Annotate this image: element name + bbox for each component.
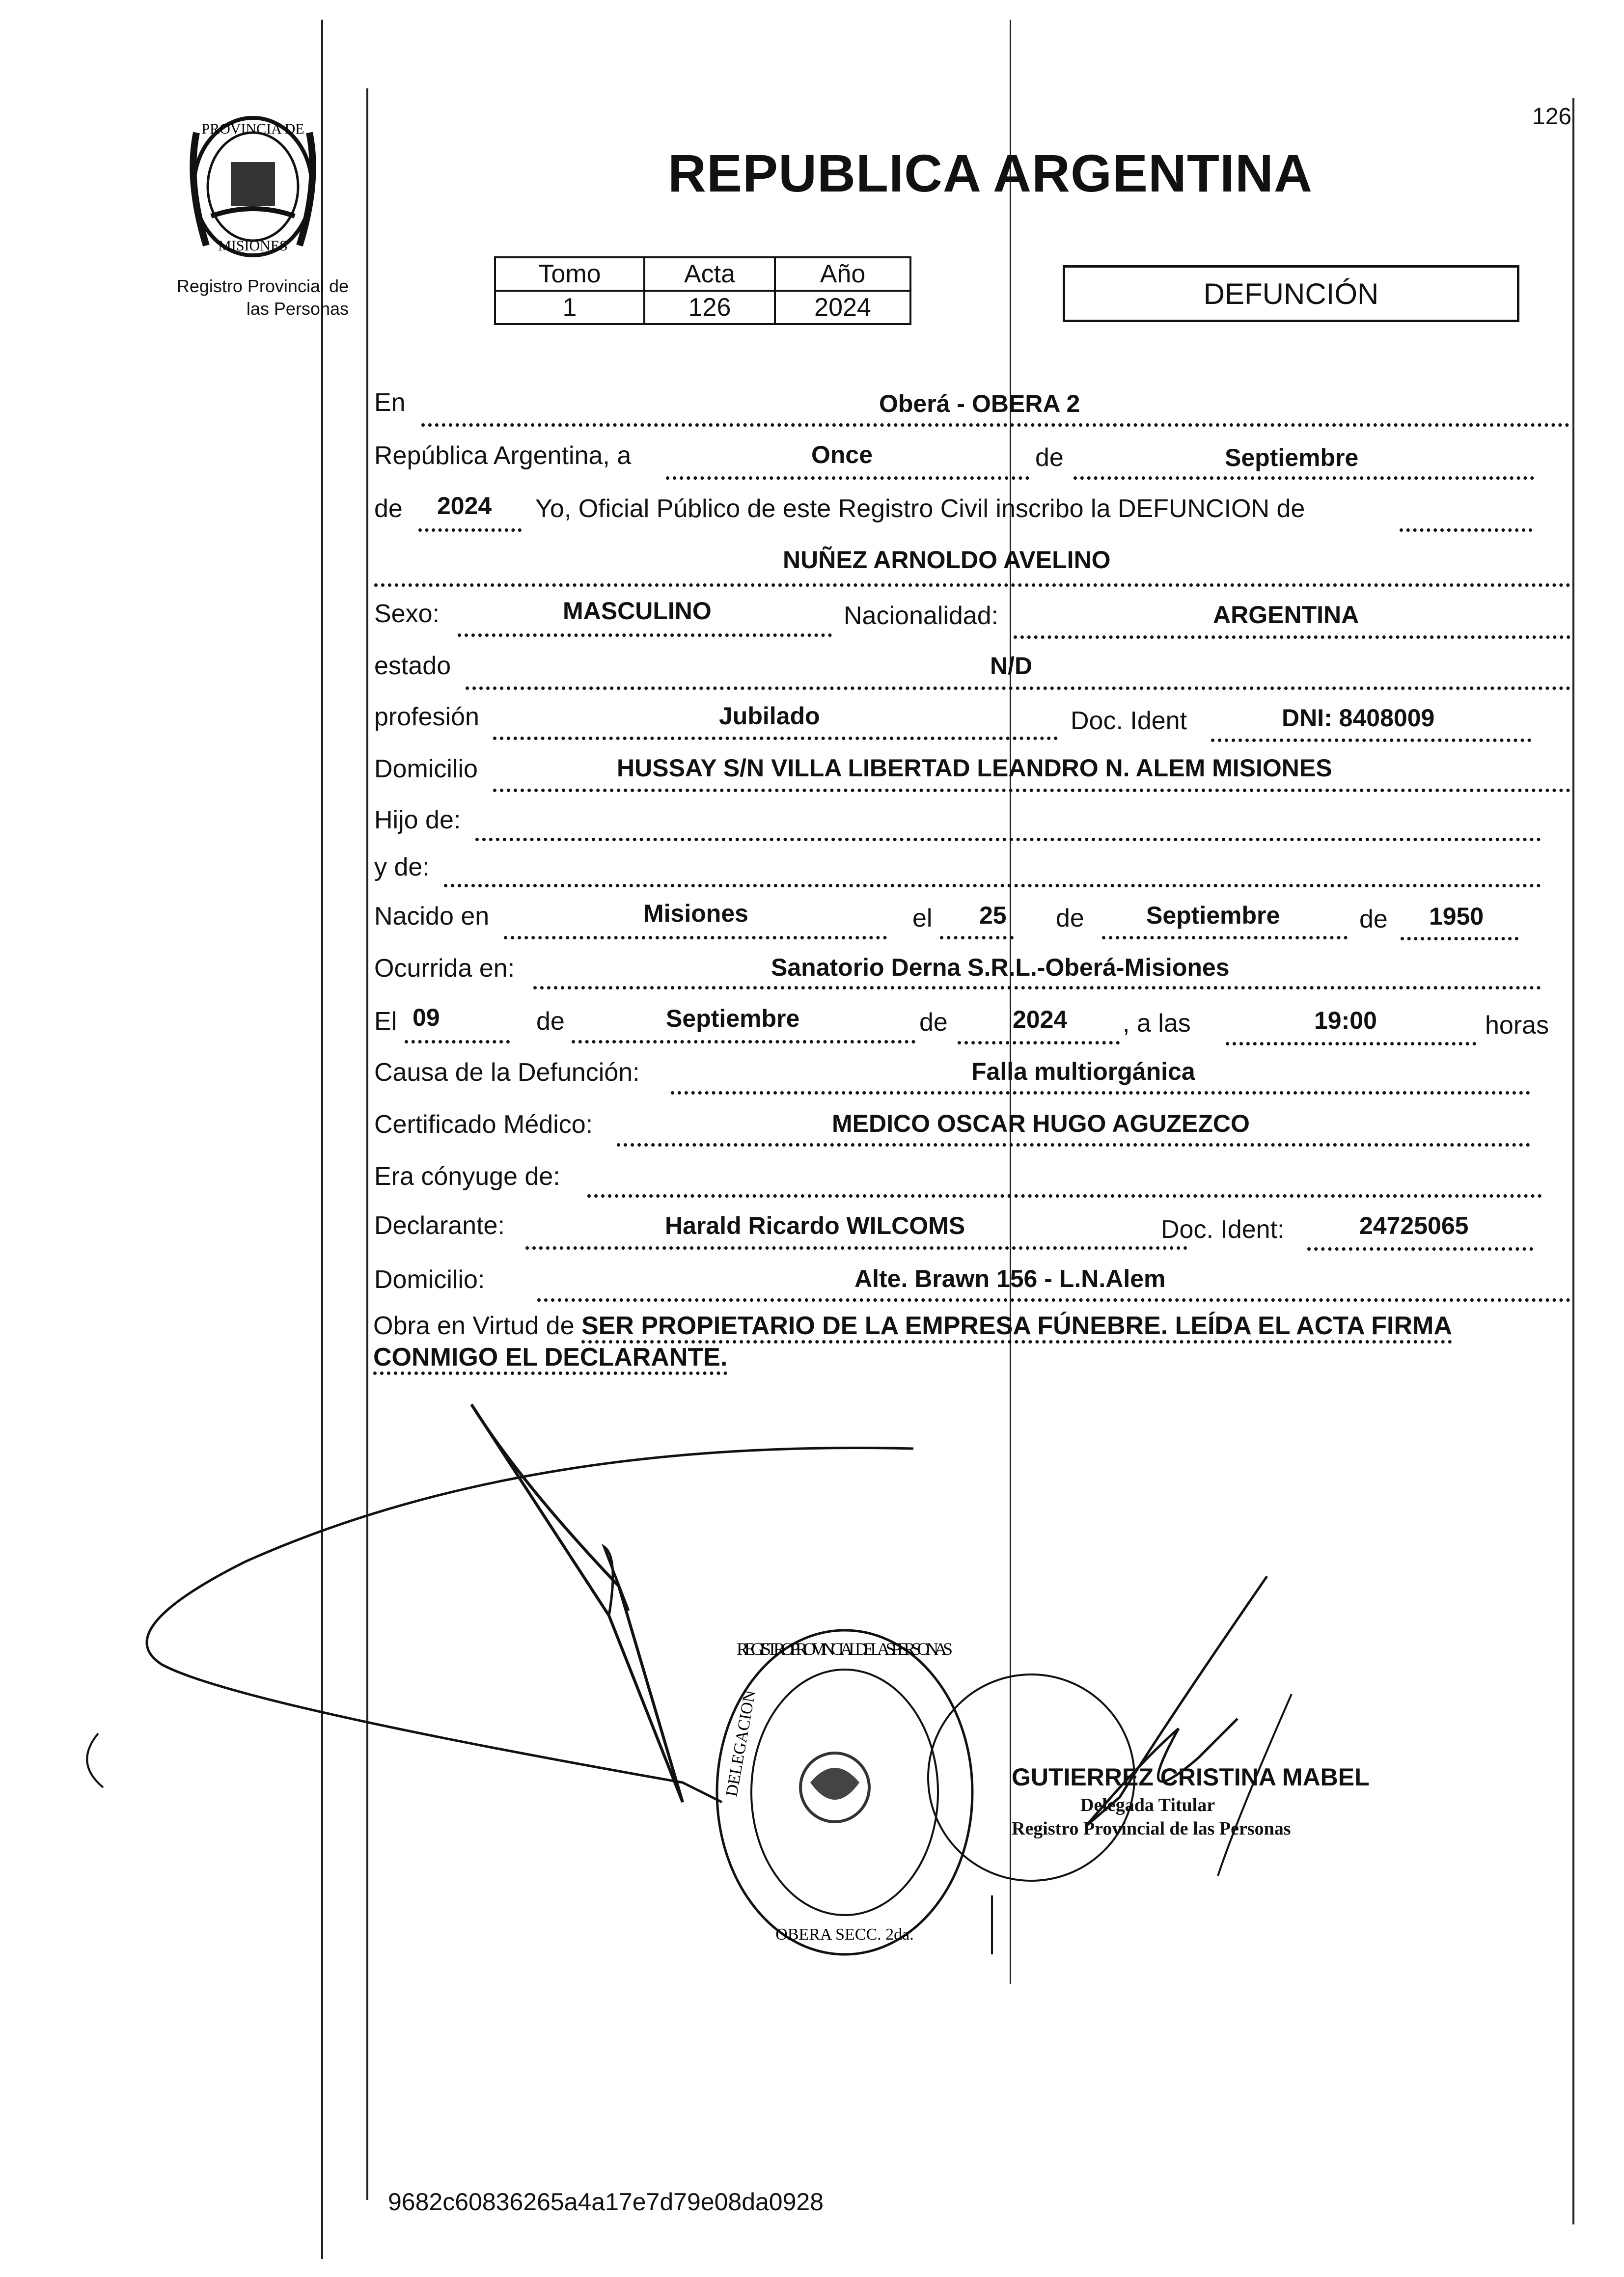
header-acta: Acta: [644, 257, 775, 291]
el-label-2: El: [374, 1007, 397, 1036]
nacido-label: Nacido en: [374, 902, 490, 931]
nac-anio-line: [1401, 937, 1518, 940]
de-label: de: [1035, 443, 1064, 472]
profesion-label: profesión: [374, 703, 479, 731]
nac-dia-value: 25: [979, 902, 1007, 929]
profesion-value: Jubilado: [719, 702, 820, 730]
certificado-line: [617, 1143, 1530, 1147]
de-label-3: de: [1056, 904, 1084, 933]
dia-line: [666, 476, 1029, 480]
register-table: [494, 256, 911, 325]
nac-mes-value: Septiembre: [1146, 902, 1280, 929]
registry-name: Registro Provincial de las Personas: [176, 276, 349, 319]
def-anio-line: [958, 1041, 1120, 1044]
hijo-label: Hijo de:: [374, 806, 461, 834]
declarante-doc-value: 24725065: [1359, 1212, 1469, 1239]
delegate-role: Delegada Titular: [1080, 1795, 1215, 1815]
header-tomo: Tomo: [495, 257, 644, 291]
page-number: 126: [1532, 104, 1572, 130]
estado-line: [466, 686, 1570, 690]
declarante-line: [525, 1246, 1187, 1250]
conyuge-line: [587, 1194, 1542, 1198]
def-mes-line: [572, 1040, 915, 1043]
conyuge-label: Era cónyuge de:: [374, 1162, 560, 1191]
obra-paragraph: [373, 1310, 1571, 1373]
causa-label: Causa de la Defunción:: [374, 1058, 640, 1087]
certificado-label: Certificado Médico:: [374, 1110, 593, 1139]
doc-line: [1211, 739, 1531, 742]
declarante-value: Harald Ricardo WILCOMS: [665, 1212, 965, 1239]
tomo-value: 1: [495, 291, 644, 324]
delegate-name: GUTIERREZ CRISTINA MABEL: [1012, 1763, 1370, 1791]
hijo-line: [475, 838, 1541, 841]
left-margin-line-2: [366, 88, 368, 2200]
svg-text:REGISTRO PROVINCIAL DE LAS PER: REGISTRO PROVINCIAL DE LAS PERSONAS: [737, 1639, 953, 1659]
estado-value: N/D: [990, 652, 1033, 680]
nombre-line: [374, 583, 1570, 587]
svg-text:OBERA SECC. 2da.: OBERA SECC. 2da.: [775, 1925, 914, 1944]
ocurrida-label: Ocurrida en:: [374, 954, 515, 983]
delegate-signature-block: [1012, 1763, 1370, 1839]
causa-line: [671, 1091, 1530, 1095]
def-dia-line: [405, 1040, 510, 1043]
nacionalidad-line: [1014, 635, 1570, 639]
anio-line: [418, 528, 522, 532]
dia-value: Once: [811, 441, 873, 468]
right-margin-line: [1572, 98, 1574, 2224]
sexo-label: Sexo:: [374, 600, 440, 628]
estado-label: estado: [374, 652, 451, 680]
svg-text:DELEGACION: DELEGACION: [722, 1689, 759, 1798]
certificado-value: MEDICO OSCAR HUGO AGUZEZCO: [832, 1110, 1250, 1137]
en-label: En: [374, 388, 406, 417]
footer-hash: 9682c60836265a4a17e7d79e08da0928: [388, 2188, 824, 2216]
nac-anio-value: 1950: [1429, 903, 1484, 930]
def-anio-value: 2024: [1013, 1006, 1068, 1033]
obra-label: Obra en Virtud de: [373, 1312, 575, 1340]
alas-label: , a las: [1123, 1009, 1191, 1038]
obra-value: SER PROPIETARIO DE LA EMPRESA FÚNEBRE. LEÍDA EL ACTA FIRMA CONMIGO EL DECLARANTE.: [373, 1312, 1452, 1375]
acta-value: 126: [644, 291, 775, 324]
de-label-4: de: [1359, 905, 1388, 933]
yde-label: y de:: [374, 853, 430, 881]
republica-label: República Argentina, a: [374, 441, 632, 470]
nombre-value: NUÑEZ ARNOLDO AVELINO: [783, 546, 1111, 574]
de-label-2: de: [374, 494, 403, 523]
def-dia-value: 09: [413, 1004, 440, 1031]
misiones-emblem-icon: [177, 103, 329, 265]
hora-value: 19:00: [1314, 1007, 1377, 1034]
yo-line-end: [1400, 528, 1532, 532]
doc-label-2: Doc. Ident:: [1161, 1215, 1285, 1244]
causa-value: Falla multiorgánica: [971, 1058, 1195, 1085]
svg-text:PROVINCIA DE: PROVINCIA DE: [201, 121, 304, 137]
nacido-line: [504, 936, 887, 939]
anio-value: 2024: [775, 291, 910, 324]
yde-line: [444, 884, 1541, 887]
delegate-office: Registro Provincial de las Personas: [1012, 1818, 1291, 1839]
def-mes-value: Septiembre: [666, 1005, 800, 1032]
nacionalidad-label: Nacionalidad:: [844, 602, 999, 630]
mes-value: Septiembre: [1225, 444, 1359, 471]
domicilio-line: [493, 789, 1570, 792]
nacido-value: Misiones: [643, 900, 748, 927]
domicilio2-line: [537, 1298, 1570, 1302]
sexo-line: [458, 633, 832, 637]
de-label-5: de: [536, 1007, 565, 1036]
header-anio: Año: [775, 257, 910, 291]
svg-text:MISIONES: MISIONES: [218, 238, 288, 254]
domicilio-value: HUSSAY S/N VILLA LIBERTAD LEANDRO N. ALEM MISIONES: [617, 754, 1332, 782]
domicilio2-value: Alte. Brawn 156 - L.N.Alem: [854, 1265, 1166, 1292]
declarante-doc-line: [1307, 1247, 1533, 1251]
doc-value: DNI: 8408009: [1282, 704, 1435, 732]
en-value: Oberá - OBERA 2: [879, 390, 1080, 417]
profesion-line: [493, 737, 1058, 740]
mes-line: [1073, 476, 1534, 480]
page-title: REPUBLICA ARGENTINA: [668, 143, 1313, 203]
nac-dia-line: [940, 936, 1014, 939]
horas-label: horas: [1485, 1011, 1549, 1040]
domicilio2-label: Domicilio:: [374, 1265, 485, 1294]
ocurrida-value: Sanatorio Derna S.R.L.-Oberá-Misiones: [771, 954, 1230, 981]
el-label: el: [912, 904, 933, 933]
declarante-label: Declarante:: [374, 1211, 505, 1240]
act-type-box: DEFUNCIÓN: [1063, 265, 1519, 322]
ocurrida-line: [533, 986, 1541, 989]
domicilio-label: Domicilio: [374, 755, 478, 783]
de-label-6: de: [919, 1008, 948, 1037]
yo-text: Yo, Oficial Público de este Registro Civil inscribo la DEFUNCION de: [535, 494, 1305, 523]
nacionalidad-value: ARGENTINA: [1213, 601, 1359, 629]
doc-label: Doc. Ident: [1071, 707, 1187, 735]
sexo-value: MASCULINO: [563, 597, 712, 625]
en-line: [421, 423, 1569, 427]
anio-value: 2024: [437, 492, 492, 520]
hora-line: [1226, 1042, 1476, 1045]
left-margin-line: [321, 20, 323, 2259]
nac-mes-line: [1102, 936, 1348, 939]
